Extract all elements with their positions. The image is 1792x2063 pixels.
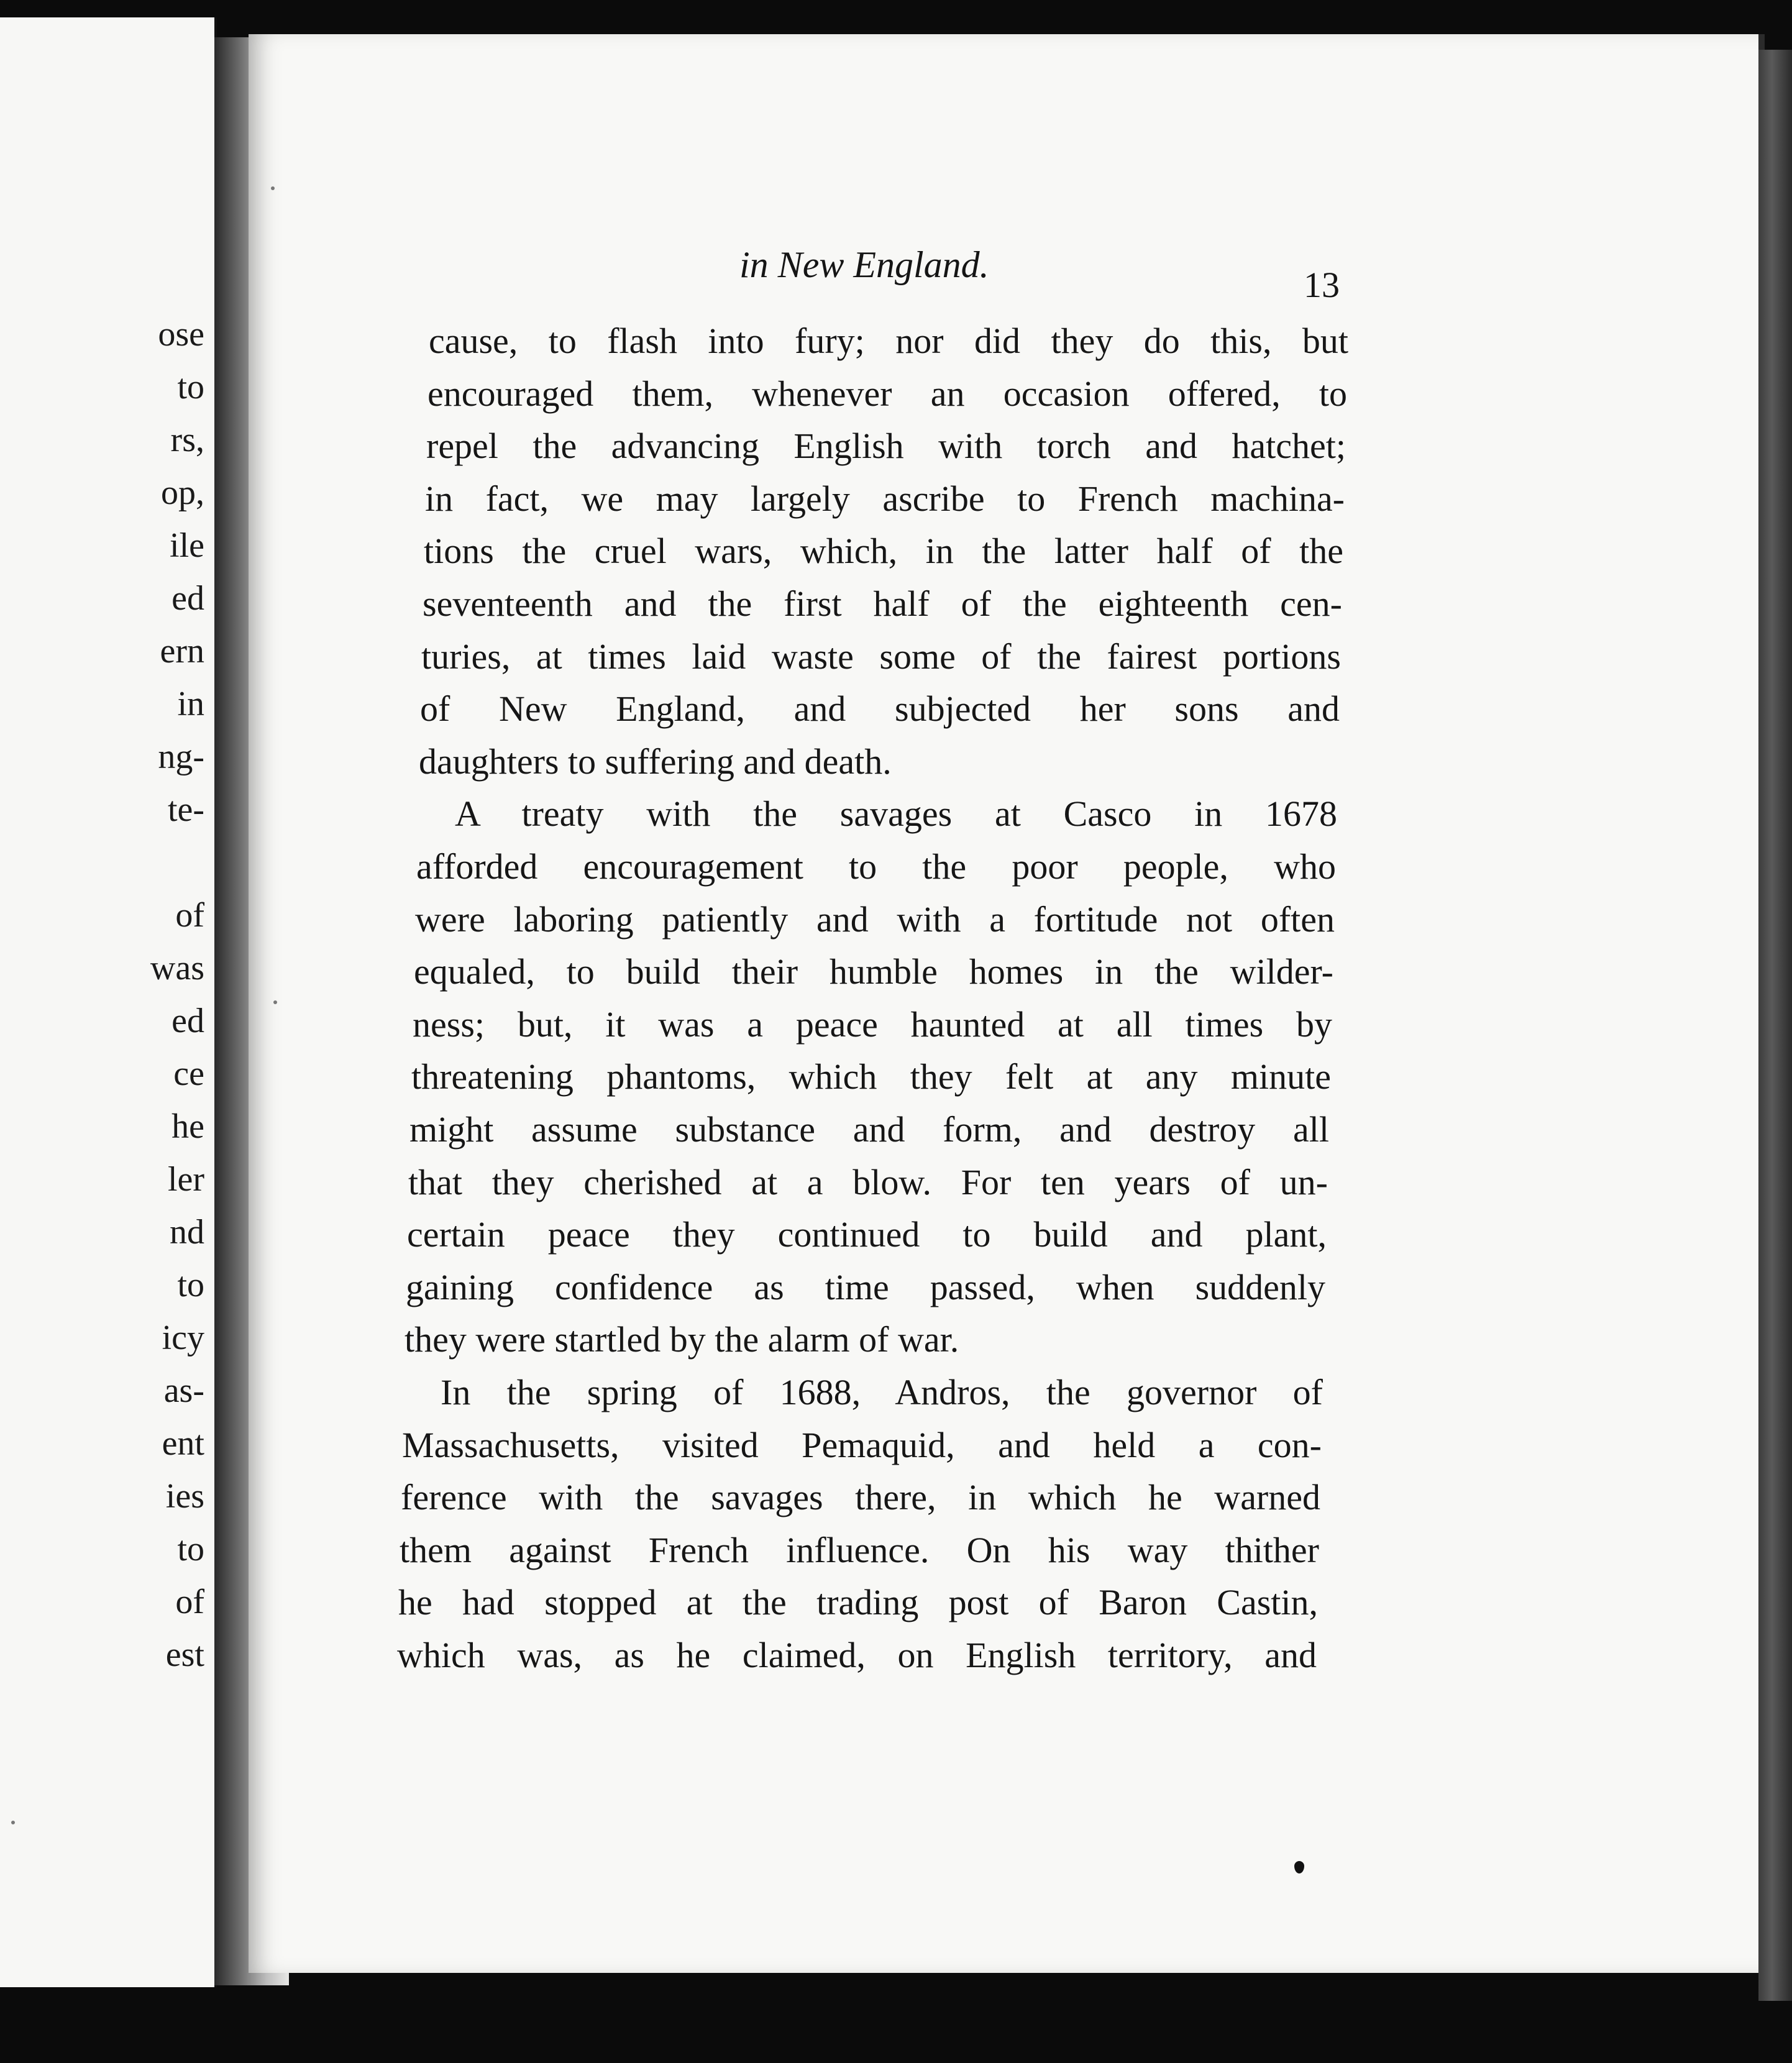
facing-page-line-fragment: op, xyxy=(161,473,204,512)
facing-page-line-fragment: as- xyxy=(163,1371,204,1410)
text-line: they were startled by the alarm of war. xyxy=(405,1319,959,1360)
facing-page-line-fragment: ed xyxy=(171,1002,204,1040)
text-line: threatening phantoms, which they felt at any minute xyxy=(411,1056,1331,1097)
facing-page-line-fragment: to xyxy=(177,1266,204,1304)
text-line: encouraged them, whenever an occasion offered, to xyxy=(427,373,1347,414)
text-line: repel the advancing English with torch and hatchet; xyxy=(426,426,1346,466)
facing-page-line-fragment: icy xyxy=(162,1319,204,1357)
text-line: of New England, and subjected her sons and xyxy=(420,688,1340,729)
text-line: which was, as he claimed, on English territory, and xyxy=(397,1635,1317,1675)
text-line: equaled, to build their humble homes in the wilder- xyxy=(414,951,1333,992)
text-line: that they cherished at a blow. For ten years of un- xyxy=(408,1162,1328,1202)
text-line: turies, at times laid waste some of the fairest portions xyxy=(421,636,1341,677)
facing-page-line-fragment: he xyxy=(171,1107,204,1146)
facing-page-line-fragment: in xyxy=(177,685,204,723)
facing-page-line-fragment: ed xyxy=(171,579,204,618)
facing-page-line-fragment: of xyxy=(175,1583,204,1621)
facing-page-line-fragment: ng- xyxy=(158,738,204,776)
text-line: afforded encouragement to the poor people, who xyxy=(416,846,1336,887)
facing-page-line-fragment: ies xyxy=(165,1477,204,1516)
text-line: cause, to flash into fury; nor did they do this, but xyxy=(429,321,1348,361)
scan-speck xyxy=(11,1821,15,1824)
facing-page-line-fragment: ose xyxy=(158,315,204,354)
page-edge xyxy=(1758,50,1792,2001)
text-line: them against French influence. On his way thither xyxy=(400,1530,1319,1570)
text-line: were laboring patiently and with a fortitude not often xyxy=(415,899,1335,940)
facing-page-line-fragment: est xyxy=(165,1635,204,1674)
text-line: Massachusetts, visited Pemaquid, and held a con- xyxy=(402,1425,1322,1465)
facing-page-line-fragment: ler xyxy=(167,1160,204,1199)
scan-speck xyxy=(273,1000,277,1004)
facing-page-line-fragment: rs, xyxy=(170,421,204,459)
facing-page xyxy=(0,17,217,1987)
text-line: tions the cruel wars, which, in the latter half of the xyxy=(424,531,1343,571)
facing-page-line-fragment: ern xyxy=(160,632,204,670)
page-number: 13 xyxy=(1304,265,1340,305)
facing-page-line-fragment: ile xyxy=(170,526,204,565)
facing-page-line-fragment: was xyxy=(150,949,204,987)
text-line: certain peace they continued to build and plant, xyxy=(407,1214,1327,1255)
text-line: ference with the savages there, in which he warned xyxy=(401,1477,1320,1517)
text-line: in fact, we may largely ascribe to French machina- xyxy=(425,478,1345,519)
running-title: in New England. xyxy=(739,244,989,285)
text-line: he had stopped at the trading post of Baron Castin, xyxy=(398,1582,1318,1622)
scan-speck xyxy=(271,186,275,190)
text-line: seventeenth and the first half of the eighteenth cen- xyxy=(423,583,1342,624)
facing-page-line-fragment: ent xyxy=(162,1424,204,1463)
text-line: daughters to suffering and death. xyxy=(419,741,892,782)
facing-page-line-fragment: ce xyxy=(173,1054,204,1093)
facing-page-line-fragment: to xyxy=(177,368,204,406)
text-line: In the spring of 1688, Andros, the governor of xyxy=(441,1372,1323,1412)
text-line: A treaty with the savages at Casco in 1678 xyxy=(455,794,1337,834)
text-line: might assume substance and form, and destroy all xyxy=(409,1109,1329,1150)
text-line: gaining confidence as time passed, when suddenly xyxy=(406,1267,1325,1307)
facing-page-line-fragment: te- xyxy=(167,790,204,829)
text-line: ness; but, it was a peace haunted at all times by xyxy=(413,1004,1332,1045)
facing-page-line-fragment: of xyxy=(175,896,204,935)
facing-page-line-fragment: nd xyxy=(170,1213,204,1251)
facing-page-line-fragment: to xyxy=(177,1530,204,1568)
